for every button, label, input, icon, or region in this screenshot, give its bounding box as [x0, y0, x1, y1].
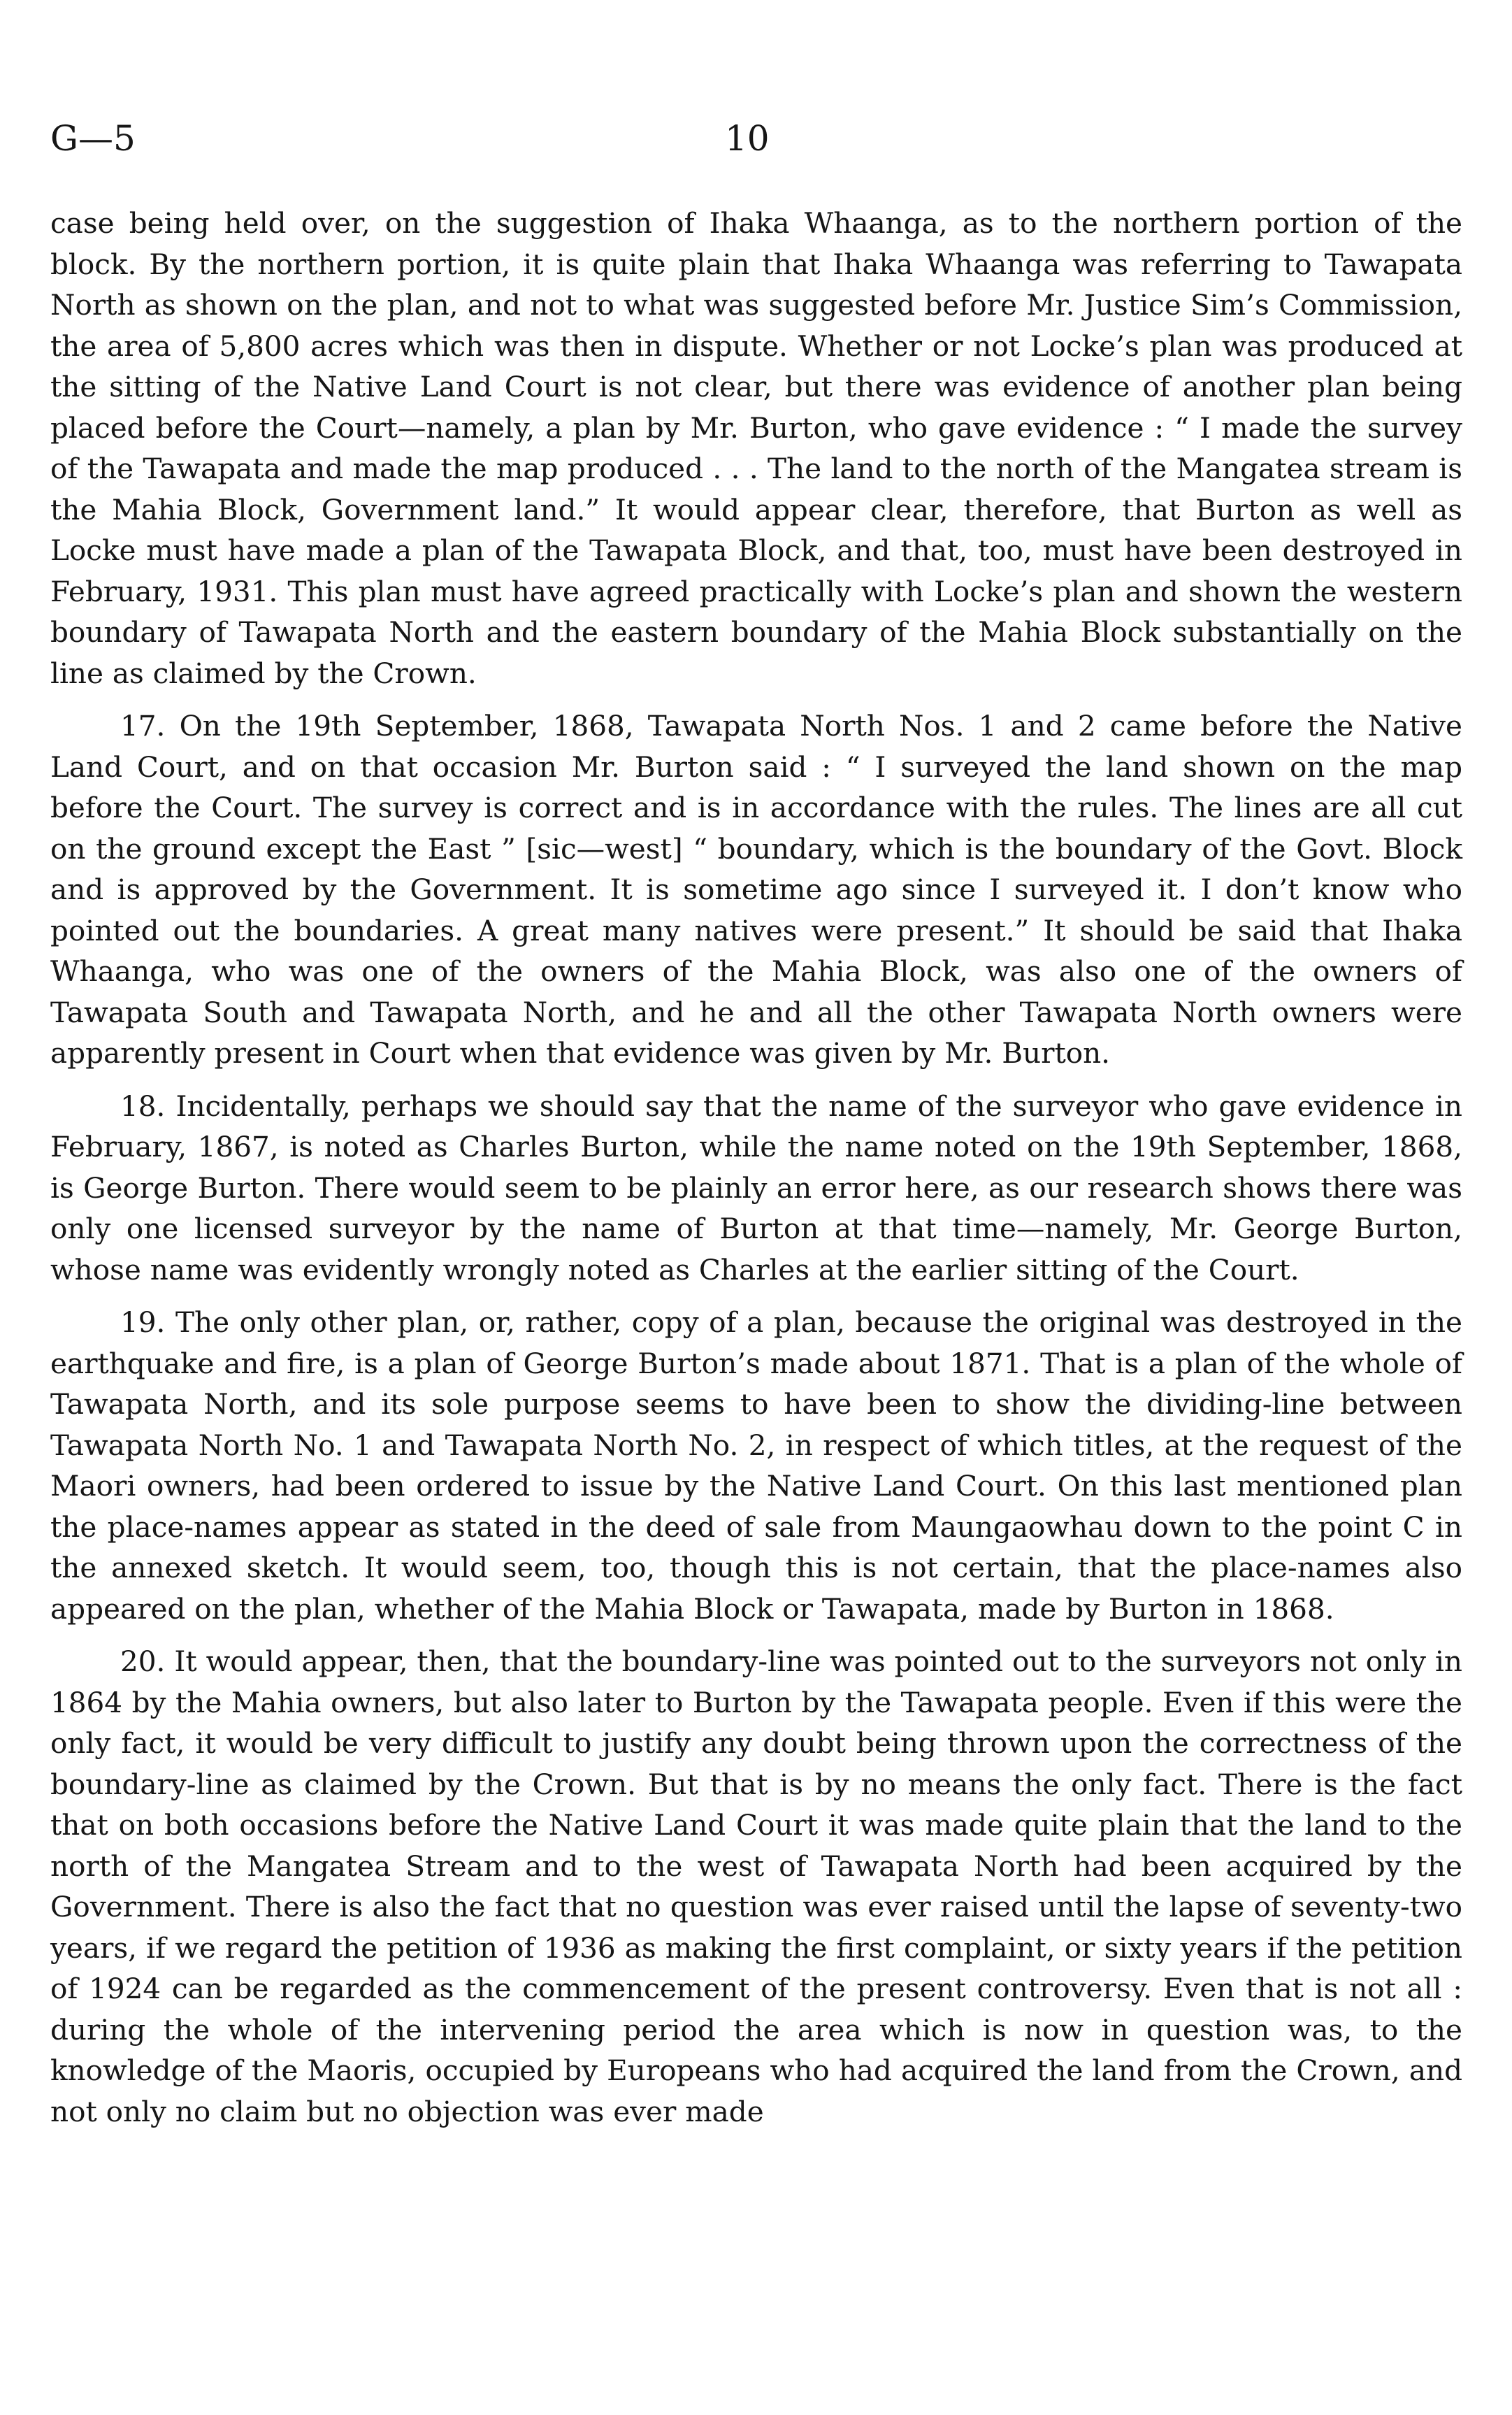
paragraph-text: On the 19th September, 1868, Tawapata North Nos. 1 and 2 came before the Native Land Court, and on that occasion Mr. Burton said : “ I surveyed the land shown on the map before the Court. The survey is correct and is in accordance with the rules. The lines are all cut on the ground except the East ” [sic—west] “ boundary, which is the boundary of the Govt. Block and is approved by the Government. It is sometime ago since I surveyed it. I don’t know who pointed out the boundaries. A great many natives were present.” It should be said that Ihaka Whaanga, who was one of the owners of the Mahia Block, was also one of the owners of Tawapata South and Tawapata North, and he and all the other Tawapata North owners were apparently present in Court when that evidence was given by Mr. Burton.: [50, 709, 1463, 1070]
paragraph-number: 18.: [120, 1089, 166, 1123]
paragraph-text: Incidentally, perhaps we should say that the name of the surveyor who gave evidence in February, 1867, is noted as Charles Burton, while the name noted on the 19th September, 1868, is George Burton. There would seem to be plainly an error here, as our research shows there was only one licensed surveyor by the name of Burton at that time—namely, Mr. George Burton, whose name was evidently wrongly noted as Charles at the earlier sitting of the Court.: [50, 1089, 1462, 1287]
paragraph-20: [50, 1641, 1462, 2132]
document-code: G—5: [50, 118, 136, 159]
paragraph-text: The only other plan, or, rather, copy of a plan, because the original was destroyed in the earthquake and fire, is a plan of George Burton’s made about 1871. That is a plan of the whole of Tawapata North, and its sole purpose seems to have been to show the dividing-line between Tawapata North No. 1 and Tawapata North No. 2, in respect of which titles, at the request of the Maori owners, had been ordered to issue by the Native Land Court. On this last mentioned plan the place-names appear as stated in the deed of sale from Maungaowhau down to the point C in the annexed sketch. It would seem, too, though this is not certain, that the place-names also appeared on the plan, whether of the Mahia Block or Tawapata, made by Burton in 1868.: [50, 1305, 1463, 1626]
paragraph-text: case being held over, on the suggestion of Ihaka Whaanga, as to the northern portion of the block. By the northern portion, it is quite plain that Ihaka Whaanga was referring to Tawapata North as shown on the plan, and not to what was suggested before Mr. Justice Sim’s Commission, the area of 5,800 acres which was then in dispute. Whether or not Locke’s plan was produced at the sitting of the Native Land Court is not clear, but there was evidence of another plan being placed before the Court—namely, a plan by Mr. Burton, who gave evidence : “ I made the survey of the Tawapata and made the map produced . . . The land to the north of the Mangatea stream is the Mahia Block, Government land.” It would appear clear, therefore, that Burton as well as Locke must have made a plan of the Tawapata Block, and that, too, must have been destroyed in February, 1931. This plan must have agreed practically with Locke’s plan and shown the western boundary of Tawapata North and the eastern boundary of the Mahia Block substantially on the line as claimed by the Crown.: [50, 206, 1462, 690]
body-text: [50, 203, 1462, 2144]
page-header: [50, 117, 1462, 166]
paragraph-number: 20.: [120, 1644, 166, 1678]
paragraph-continued: [50, 203, 1462, 694]
paragraph-number: 17.: [120, 709, 166, 743]
paragraph-19: [50, 1302, 1462, 1629]
paragraph-17: [50, 705, 1462, 1074]
page-number: 10: [725, 118, 770, 159]
paragraph-number: 19.: [120, 1305, 166, 1339]
paragraph-18: [50, 1086, 1462, 1291]
paragraph-text: It would appear, then, that the boundary-line was pointed out to the surveyors not only in 1864 by the Mahia owners, but also later to Burton by the Tawapata people. Even if this were the only fact, it would be very difficult to justify any doubt being thrown upon the correctness of the boundary-line as claimed by the Crown. But that is by no means the only fact. There is the fact that on both occasions before the Native Land Court it was made quite plain that the land to the north of the Mangatea Stream and to the west of Tawapata North had been acquired by the Government. There is also the fact that no question was ever raised until the lapse of seventy-two years, if we regard the petition of 1936 as making the first complaint, or sixty years if the petition of 1924 can be regarded as the commencement of the present controversy. Even that is not all : during the whole of the intervening period the area which is now in question was, to the knowledge of the Maoris, occupied by Europeans who had acquired the land from the Crown, and not only no claim but no objection was ever made: [50, 1644, 1462, 2128]
